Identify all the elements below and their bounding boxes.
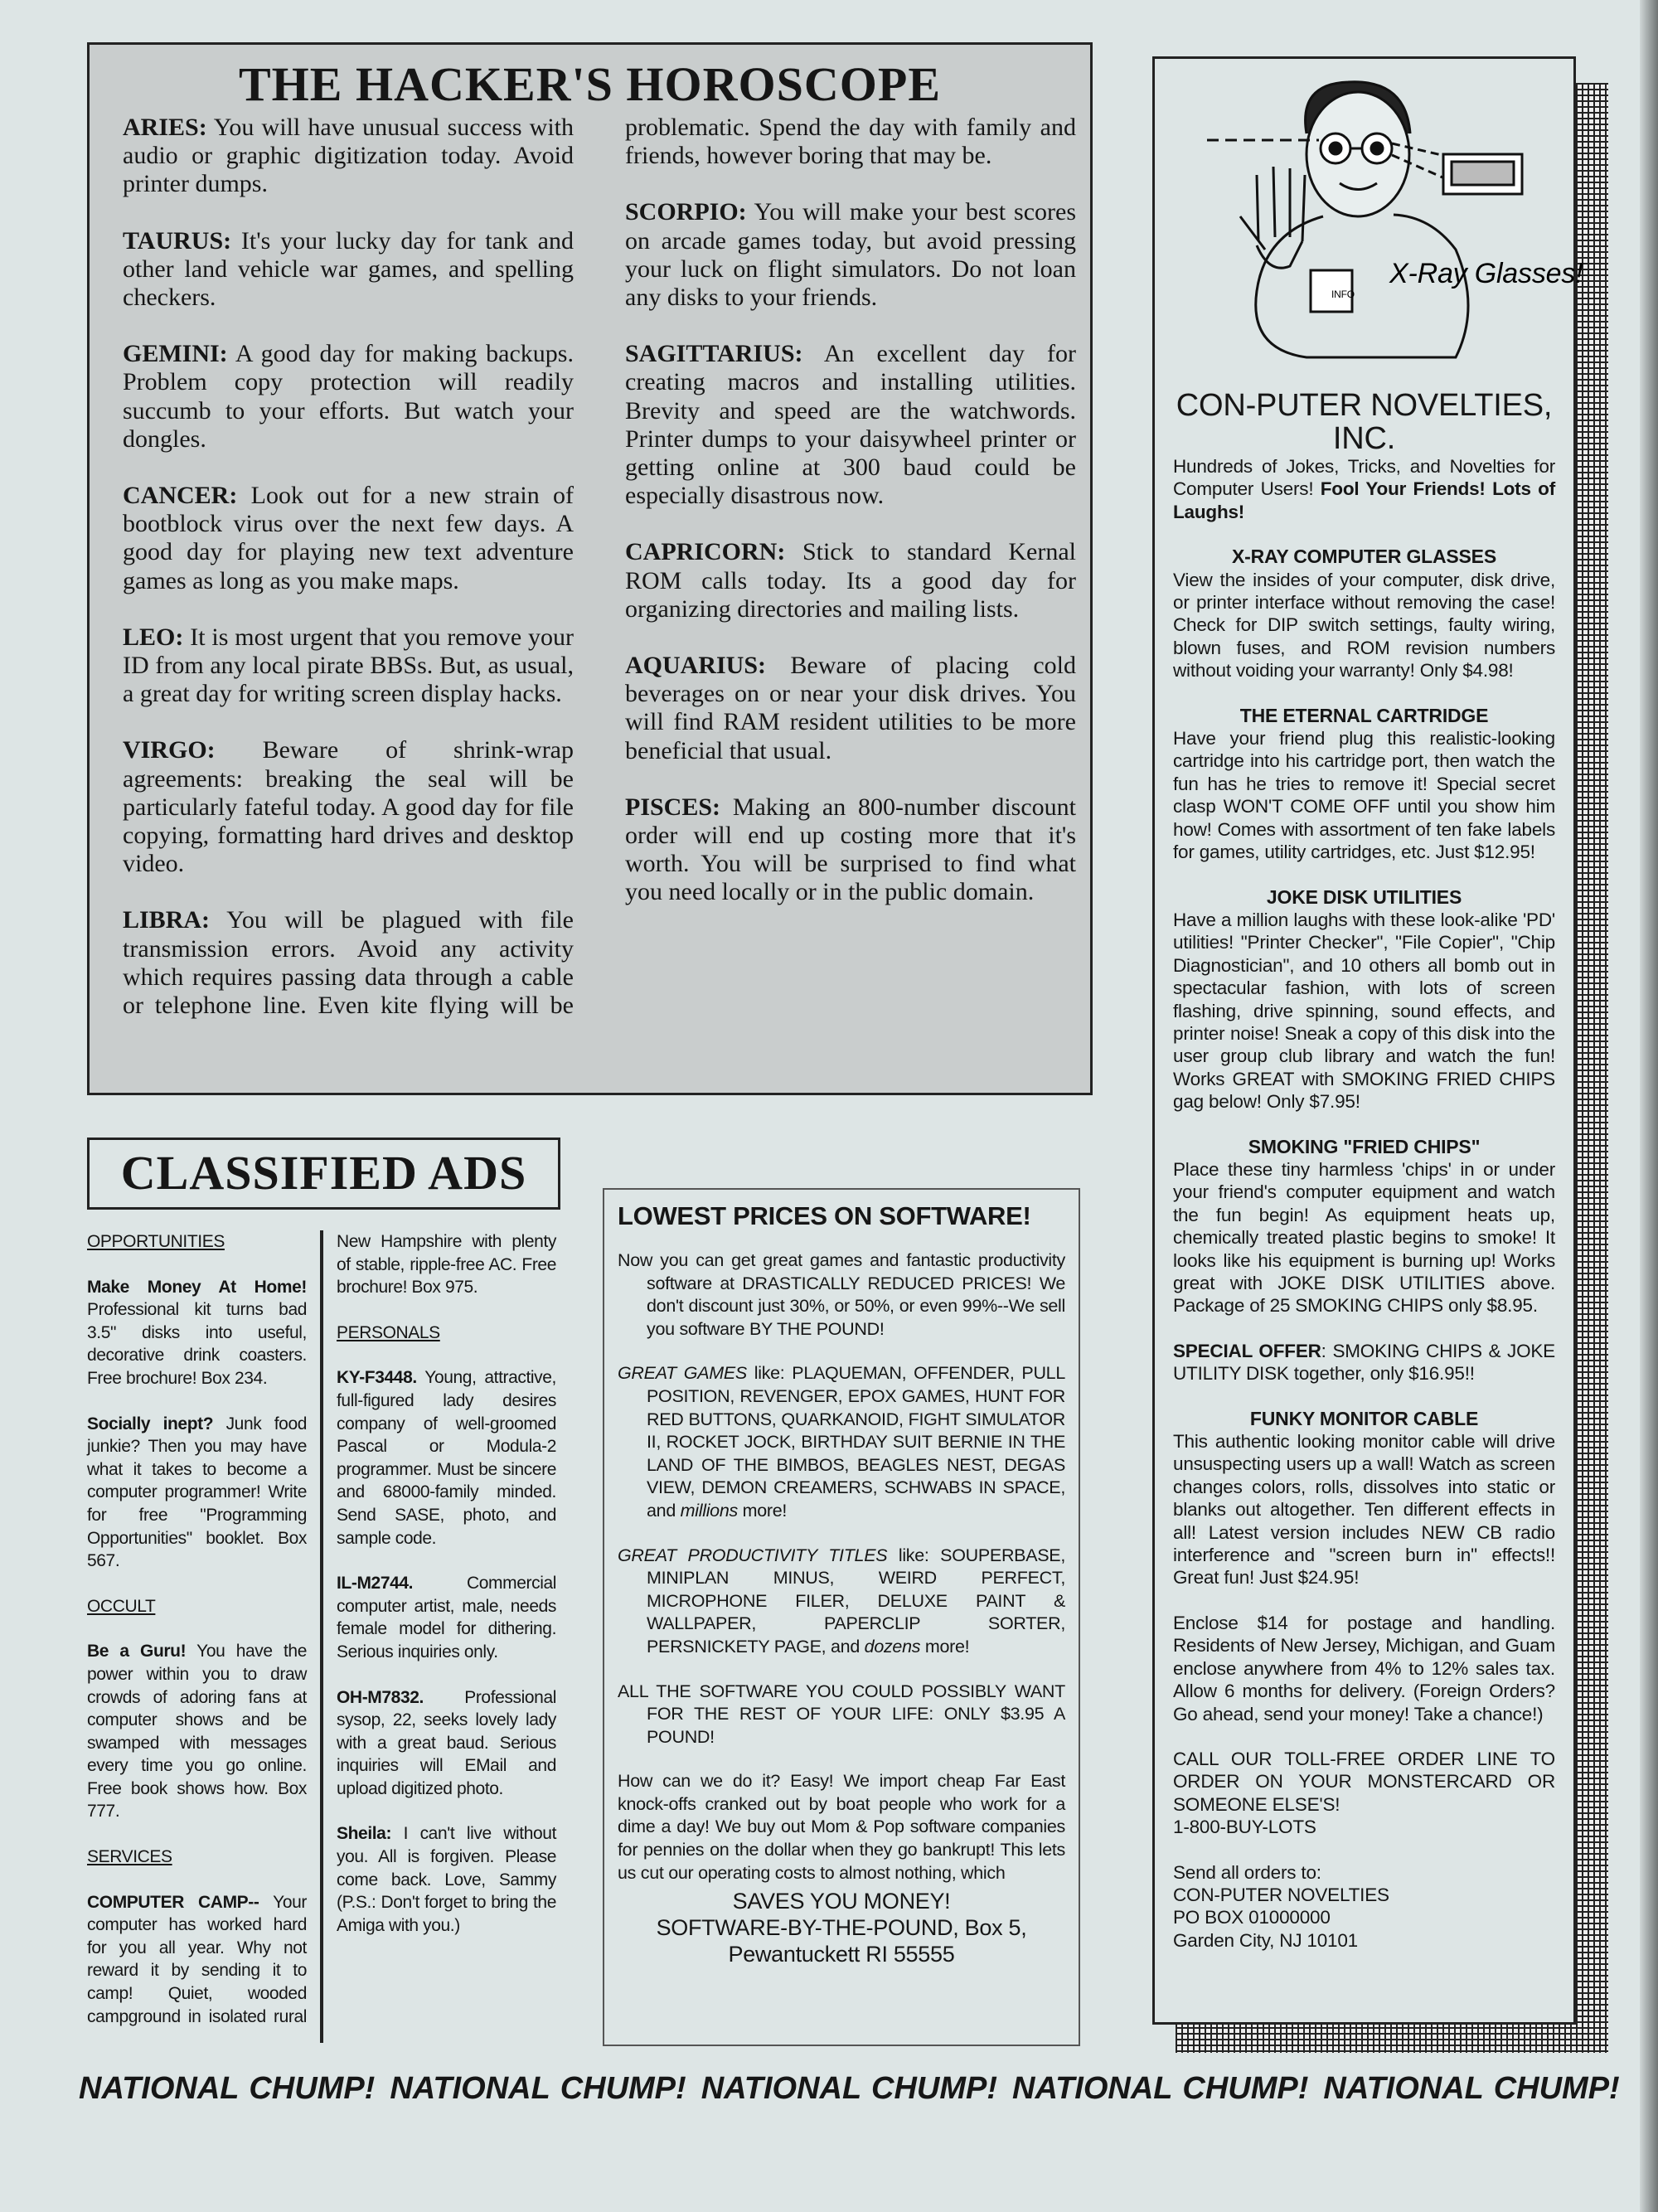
classified-title: CLASSIFIED ADS (87, 1138, 560, 1210)
sign-name: ARIES: (123, 114, 207, 141)
classified-ad (337, 1686, 556, 1801)
novelties-intro (1173, 455, 1555, 523)
games-label: GREAT GAMES (618, 1363, 747, 1384)
classified-ad (87, 1640, 307, 1823)
footer-item: NATIONAL CHUMP! (390, 2071, 686, 2106)
classified-ad (337, 1572, 556, 1663)
product-list (1173, 546, 1555, 1317)
product-title: SMOKING "FRIED CHIPS" (1248, 1135, 1481, 1157)
intro-bold: Fool Your Friends! Lots of Laughs! (1173, 478, 1555, 522)
footer-banner (79, 2071, 1620, 2107)
prod-label: GREAT PRODUCTIVITY TITLES (618, 1545, 888, 1565)
sign-text: A good day for making backups. Problem copy protection will readily succumb to your efforts. But watch your dongles. (123, 340, 574, 453)
games-text: like: PLAQUEMAN, OFFENDER, PULL POSITION, REVENGER, EPOX GAMES, HUNT FOR RED BUTTONS, QUARKANOID, FIGHT SIMULATOR II, ROCKET JOCK, BIRTHDAY SUIT BERNIE IN THE LAND OF THE BIMBOS, BEAGLES NEST, DEGAS VIEW, DEMON CREAMERS, SCHWABS IN SPACE, and (647, 1363, 1065, 1521)
classified-ad (337, 1366, 556, 1550)
software-saves: SAVES YOU MONEY! (732, 1889, 951, 1914)
games-em: millions (680, 1500, 738, 1521)
classified-ad-lead: KY-F3448. (337, 1368, 417, 1388)
footer-item: NATIONAL CHUMP! (701, 2071, 998, 2106)
classified-ad-text: I can't live without you. All is forgiven. Please come back. Love, Sammy (P.S.: Don't forget to bring the Amiga with you.) (337, 1824, 557, 1935)
sign-text: You will make your best scores on arcade games today, but avoid pressing your luck on flight simulators. Do not loan any disks to your friends. (625, 198, 1076, 312)
sign-text: An excellent day for creating macros and installing utilities. Brevity and speed are the watchwords. Printer dumps to your daisywheel printer or getting online at 300 baud could be especially disastrous now. (625, 340, 1076, 510)
classified-section-heading: SERVICES (87, 1847, 172, 1867)
product-text: Place these tiny harmless 'chips' in or under your friend's computer equipment and watch the fun begin! As equipment heats up, chemically treated plastic begins to smoke! It looks like his equipment is burning up! Works great with JOKE DISK UTILITIES above. Package of 25 SMOKING CHIPS only $8.95. (1173, 1158, 1555, 1317)
classified-ad (87, 1413, 307, 1573)
intro-text: Hundreds of Jokes, Tricks, and Novelties for Computer Users! (1173, 456, 1555, 500)
software-how: How can we do it? Easy! We import cheap Far East knock-offs cranked out by boat people who work for a dime a day! We buy out Mom & Pop software companies for pennies on the dollar when they go bankrupt! This lets us cut our operating costs to almost nothing, which (618, 1771, 1065, 1883)
xray-glasses-illustration (1207, 75, 1583, 374)
horoscope-sign (123, 340, 574, 454)
horoscope-sign (625, 652, 1076, 765)
novelties-ad (1152, 56, 1583, 2025)
send-city: Garden City, NJ 10101 (1173, 1929, 1358, 1951)
software-ad (603, 1188, 1080, 2046)
horoscope-sign (625, 198, 1076, 312)
sign-text: You will have unusual success with audio or graphic digitization today. Avoid printer dumps. (123, 114, 574, 198)
footer-item: NATIONAL CHUMP! (1323, 2071, 1620, 2106)
send-label: Send all orders to: (1173, 1861, 1321, 1883)
product-text: View the insides of your computer, disk drive, or printer interface without removing the case! Check for DIP switch settings, faulty wiring, blown fuses, and ROM revision numbers without voiding your warranty! Only $4.98! (1173, 569, 1555, 682)
sign-name: CAPRICORN: (625, 538, 786, 566)
horoscope-sign (123, 114, 574, 199)
horoscope-columns (123, 114, 1076, 1075)
sign-text: Look out for a new strain of bootblock virus over the next few days. A good day for playing new text adventure games as long as you make maps. (123, 482, 574, 594)
classified-ad (87, 1276, 307, 1390)
classified-ad-text: Young, attractive, full-figured lady desires company of well-groomed Pascal or Modula-2 programmer. Must be sincere and 68000-family minded. Send SASE, photo, and sample code. (337, 1368, 556, 1548)
horoscope-sign (123, 482, 574, 595)
sign-text: Beware of placing cold beverages on or near your disk drives. You will find RAM resident utilities to be more beneficial that usual. (625, 652, 1076, 764)
horoscope-title: THE HACKER'S HOROSCOPE (238, 57, 942, 111)
classified-ad-text: Professional kit turns bad 3.5" disks into useful, decorative drink coasters. Free brochure! Box 234. (87, 1300, 307, 1388)
sign-name: TAURUS: (123, 226, 232, 255)
sign-name: LIBRA: (123, 906, 211, 934)
software-address-2: Pewantuckett RI 55555 (728, 1942, 955, 1967)
product-text: Have a million laughs with these look-alike 'PD' utilities! "Printer Checker", "File Copier", "Chip Diagnostician", and 10 others all bomb out in spectacular fashion, with lots of screen flashing, drive spinning, sound effects, and printer noise! Sneak a copy of this disk into the user group club library and watch the fun! Works GREAT with SMOKING FRIED CHIPS gag below! Only $7.95! (1173, 909, 1555, 1113)
software-all: ALL THE SOFTWARE YOU COULD POSSIBLY WANT FOR THE REST OF YOUR LIFE: ONLY $3.95 A POUND! (618, 1681, 1065, 1747)
special-label: SPECIAL OFFER (1173, 1340, 1321, 1361)
prod-em: dozens (864, 1636, 921, 1657)
software-ad-title: LOWEST PRICES ON SOFTWARE! (618, 1201, 1031, 1230)
classified-columns (87, 1230, 556, 2043)
sign-name: LEO: (123, 623, 184, 651)
product-text: Have your friend plug this realistic-looking cartridge into his cartridge port, then watch the fun has he tries to remove it! Special secret clasp WON'T COME OFF until you show him how! Comes with assortment of ten fake labels for games, utility cartridges, etc. Just $12.95! (1173, 728, 1555, 863)
classified-section-heading: OCCULT (87, 1596, 156, 1616)
classified-ad-lead: Be a Guru! (87, 1642, 187, 1661)
classified-ad-lead: OH-M7832. (337, 1687, 424, 1707)
classified-ad (337, 1822, 556, 1937)
software-intro: Now you can get great games and fantastic productivity software at DRASTICALLY REDUCED PRICES! We don't discount just 30%, or 50%, or even 99%--We sell you software BY THE POUND! (618, 1250, 1065, 1339)
sign-text: It's your lucky day for tank and other land vehicle war games, and spelling checkers. (123, 226, 574, 312)
product-title: JOKE DISK UTILITIES (1266, 885, 1462, 908)
software-address-1: SOFTWARE-BY-THE-POUND, Box 5, (656, 1915, 1027, 1941)
classified-ad-text: Junk food junkie? Then you may have what it takes to become a computer programmer! Write for free "Programming Opportunities" booklet. Box 567. (87, 1414, 308, 1571)
classified-ad-lead: Sheila: (337, 1824, 392, 1844)
product-title: X-RAY COMPUTER GLASSES (1232, 546, 1496, 568)
sign-name: GEMINI: (123, 340, 228, 368)
classified-ad-lead: IL-M2744. (337, 1574, 414, 1594)
software-productivity (618, 1545, 1065, 1659)
sign-name: CANCER: (123, 482, 238, 510)
pocket-label: INFO (1331, 289, 1355, 300)
product-title: THE ETERNAL CARTRIDGE (1239, 704, 1489, 726)
classified-section-heading: PERSONALS (337, 1322, 440, 1342)
horoscope-box (87, 42, 1093, 1095)
sign-text: It is most urgent that you remove your ID from any local pirate BBSs. But, as usual, a great day for writing screen display hacks. (123, 623, 574, 708)
classified-section-heading: OPPORTUNITIES (87, 1232, 225, 1251)
sign-name: PISCES: (625, 793, 721, 821)
horoscope-sign (123, 736, 574, 878)
sign-text: Making an 800-number discount order will end up costing more that it's worth. You will be surprised to find what you need locally or in the public domain. (625, 793, 1077, 906)
classified-ad-text: Commercial computer artist, male, needs female model for dithering. Serious inquiries only. (337, 1574, 556, 1661)
product-text: This authentic looking monitor cable will drive unsuspecting users up a wall! Watch as screen changes colors, rolls, dissolves into static or blanks out altogether. Ten different effects in all! Latest version includes NEW CB radio interference and "screen burn in" effects!! Great fun! Just $24.95! (1173, 1431, 1555, 1589)
sign-text: Beware of shrink-wrap agreements: breaking the seal will be particularly fateful today. A good day for file copying, formatting hard drives and desktop video. (123, 736, 574, 878)
horoscope-sign (123, 623, 574, 709)
horoscope-sign (625, 793, 1076, 907)
prod-end: more! (920, 1636, 970, 1657)
sign-text: Stick to standard Kernal ROM calls today. Its a good day for organizing directories and mailing lists. (625, 538, 1076, 623)
sign-name: SAGITTARIUS: (625, 340, 803, 368)
horoscope-sign (625, 538, 1076, 623)
footer-item: NATIONAL CHUMP! (79, 2071, 376, 2106)
sign-name: AQUARIUS: (625, 652, 767, 680)
send-box: PO BOX 01000000 (1173, 1907, 1331, 1928)
classified-ad-lead: Socially inept? (87, 1414, 214, 1433)
sign-name: SCORPIO: (625, 198, 747, 226)
illustration-caption: X-Ray Glasses! (1389, 258, 1583, 289)
prod-text: like: SOUPERBASE, MINIPLAN MINUS, WEIRD PERFECT, MICROPHONE FILER, DELUXE PAINT & WALLPAPER, PAPERCLIP SORTER, PERSNICKETY PAGE, and (647, 1545, 1065, 1657)
classified-ad-lead: Make Money At Home! (87, 1277, 307, 1297)
call-text: CALL OUR TOLL-FREE ORDER LINE TO ORDER ON YOUR MONSTERCARD OR SOMEONE ELSE'S! (1173, 1748, 1555, 1815)
page-edge (1640, 0, 1658, 2212)
company-name: CON-PUTER NOVELTIES, INC. (1176, 388, 1553, 456)
product-title: FUNKY MONITOR CABLE (1249, 1407, 1479, 1429)
horoscope-sign (123, 227, 574, 313)
games-end: more! (737, 1500, 788, 1521)
postage-text: Enclose $14 for postage and handling. Residents of New Jersey, Michigan, and Guam enclose anywhere from 4% to 12% sales tax. Allow 6 months for delivery. (Foreign Orders? Go ahead, send your money! Take a chance!) (1173, 1612, 1555, 1724)
footer-item: NATIONAL CHUMP! (1012, 2071, 1309, 2106)
sign-text: You will be plagued with file transmission errors. Avoid any activity which requires passing data through a cable or telephone line. Even kite flying will be problematic. Spend the day with family and friends, however boring that may be. (123, 114, 1076, 1020)
classified-ad-lead: COMPUTER CAMP-- (87, 1892, 259, 1912)
classified-ad-text: Professional sysop, 22, seeks lovely lady with a great baud. Serious inquiries will EMail and upload digitized photo. (337, 1687, 556, 1798)
phone-number: 1-800-BUY-LOTS (1173, 1817, 1316, 1838)
software-games (618, 1362, 1065, 1522)
send-name: CON-PUTER NOVELTIES (1173, 1884, 1389, 1905)
classified-ad-text: Your computer has worked hard for you all year. Why not reward it by sending it to camp! Quiet, wooded campground in isolated rural New Hampshire with plenty of stable, ripple-free AC. Free brochure! Box 975. (87, 1232, 556, 2026)
sign-name: VIRGO: (123, 736, 216, 764)
horoscope-sign (625, 340, 1076, 510)
classified-ad-text: You have the power within you to draw crowds of adoring fans at computer shows and be swamped with messages every time you go online. Free book shows how. Box 777. (87, 1642, 307, 1822)
special-offer (1173, 1340, 1555, 1385)
special-text: : SMOKING CHIPS & JOKE UTILITY DISK together, only $16.95!! (1173, 1340, 1555, 1385)
